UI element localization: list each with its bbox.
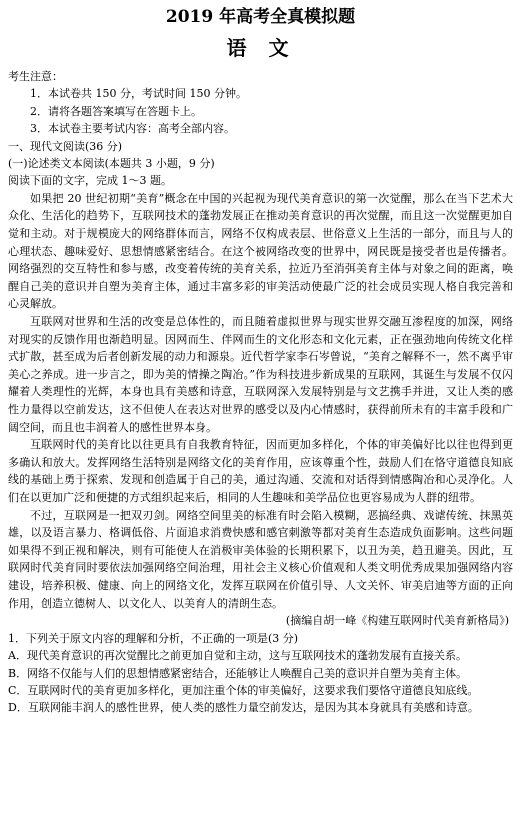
passage-source: (摘编自胡一峰《构建互联网时代美育新格局》): [285, 614, 509, 628]
question-option-a: A．现代美育意识的再次觉醒比之前更加自觉和主动，这与互联网技术的蓬勃发展有直接关系。: [8, 649, 467, 663]
passage-paragraph: 不过，互联网是一把双刃剑。网络空间里美的标准有时会陷入模糊，恶搞经典、戏谑传统、抹黑英雄，以及语言暴力、格调低俗、片面追求消费快感和感官刺激等都对美育生态造成负面影响。这些问题如果得不到正视和解决，则有可能使人在消极审美体验的长期积累下，以丑为美，趋丑避美。因此，互联网时代美育同时要依法加强网络空间治理，用社会主义核心价值观和人类文明优秀成果加强网络内容建设，培养积极、健康、向上的网络文化，发挥互联网在价值引导、人文关怀、审美启迪等方面的正向作用，创造立德树人、以文化人、以美育人的清朗生态。: [8, 508, 513, 610]
notice-item: 3．本试卷主要考试内容：高考全部内容。: [30, 122, 235, 136]
section-title: 一、现代文阅读(36 分): [8, 139, 123, 153]
section-instruction: 阅读下面的文字，完成 1～3 题。: [8, 174, 172, 188]
question-option-c: C．互联网时代的美育更加多样化，更加注重个体的审美偏好，这要求我们要恪守道德良知底线。: [8, 683, 479, 697]
passage-paragraph: 互联网时代的美育比以往更具有自我教育特征，因而更加多样化，个体的审美偏好比以往也得到更多确认和放大。发挥网络生活特别是网络文化的美育作用，应该尊重个性，鼓励人们在恪守道德良知底线的基础上勇于探索、发现和创造属于自己的美，通过沟通、交流和对话得到情感陶冶和心灵净化。人们在以更加广泛和便捷的方式组织起来后，相同的人生趣味和美学品位也更容易成为人群的纽带。: [8, 438, 513, 504]
exam-title: 2019 年高考全真模拟题: [165, 7, 356, 27]
question-option-d: D．互联网能丰润人的感性世界，使人类的感性力量空前发达，是因为其本身就具有美感和诗意。: [8, 701, 479, 715]
notice-item: 1．本试卷共 150 分，考试时间 150 分钟。: [30, 87, 247, 101]
question-option-b: B．网络不仅能与人们的思想情感紧密结合，还能够让人唤醒自己美的意识并自塑为美育主体。: [8, 666, 468, 680]
section-subtitle: (一)论述类文本阅读(本题共 3 小题，9 分): [8, 157, 215, 171]
passage-paragraph: 如果把 20 世纪初期“美育”概念在中国的兴起视为现代美育意识的第一次觉醒，那么在当下艺术大众化、生活化的趋势下，互联网技术的蓬勃发展正在推动美育意识的再次觉醒，而且这一次觉醒更加自觉和主动。对于规模庞大的网络群体而言，网络不仅构成表层、世俗意义上生活的一部分，而且与人的心理状态、趣味爱好、思想情感紧密结合。在这个被网络改变的世界中，网民既是接受者也是传播者。网络强烈的交互特性和参与感，改变着传统的美育关系，拉近乃至消弭美育主体与对象之间的距离，唤醒自己美的意识并自塑为美育主体，通过丰富多彩的审美活动使最广泛的社会成员实现人格自我完善和心灵解放。: [8, 191, 513, 311]
notice-heading: 考生注意：: [8, 70, 63, 83]
passage-paragraph: 互联网对世界和生活的改变是总体性的，而且随着虚拟世界与现实世界交融互渗程度的加深，网络对现实的反馈作用也渐趋明显。因网而生、伴网而生的文化形态和文化元素，正在强劲地向传统文化样式扩散，甚至成为后者创新发展的动力和源泉。近代哲学家李石岑曾说，“美育之解释不一，然不离乎审美心之养成。进一步言之，即为美的情操之陶冶。”作为科技进步新成果的互联网，其诞生与发展不仅闪耀着人类理性的光辉，本身也具有美感和诗意，互联网深入发展特别是与文艺携手并进，又让人类的感性力量得以空前发达，这不但使人在表达对世界的感受以及内心情感时，获得前所未有的丰富手段和广阔空间，而且也丰润着人的感性世界本身。: [8, 315, 513, 434]
subject-title: 语文: [226, 36, 311, 60]
question-stem: 1．下列关于原文内容的理解和分析，不正确的一项是(3 分): [8, 631, 299, 645]
notice-item: 2．请将各题答案填写在答题卡上。: [30, 104, 202, 118]
